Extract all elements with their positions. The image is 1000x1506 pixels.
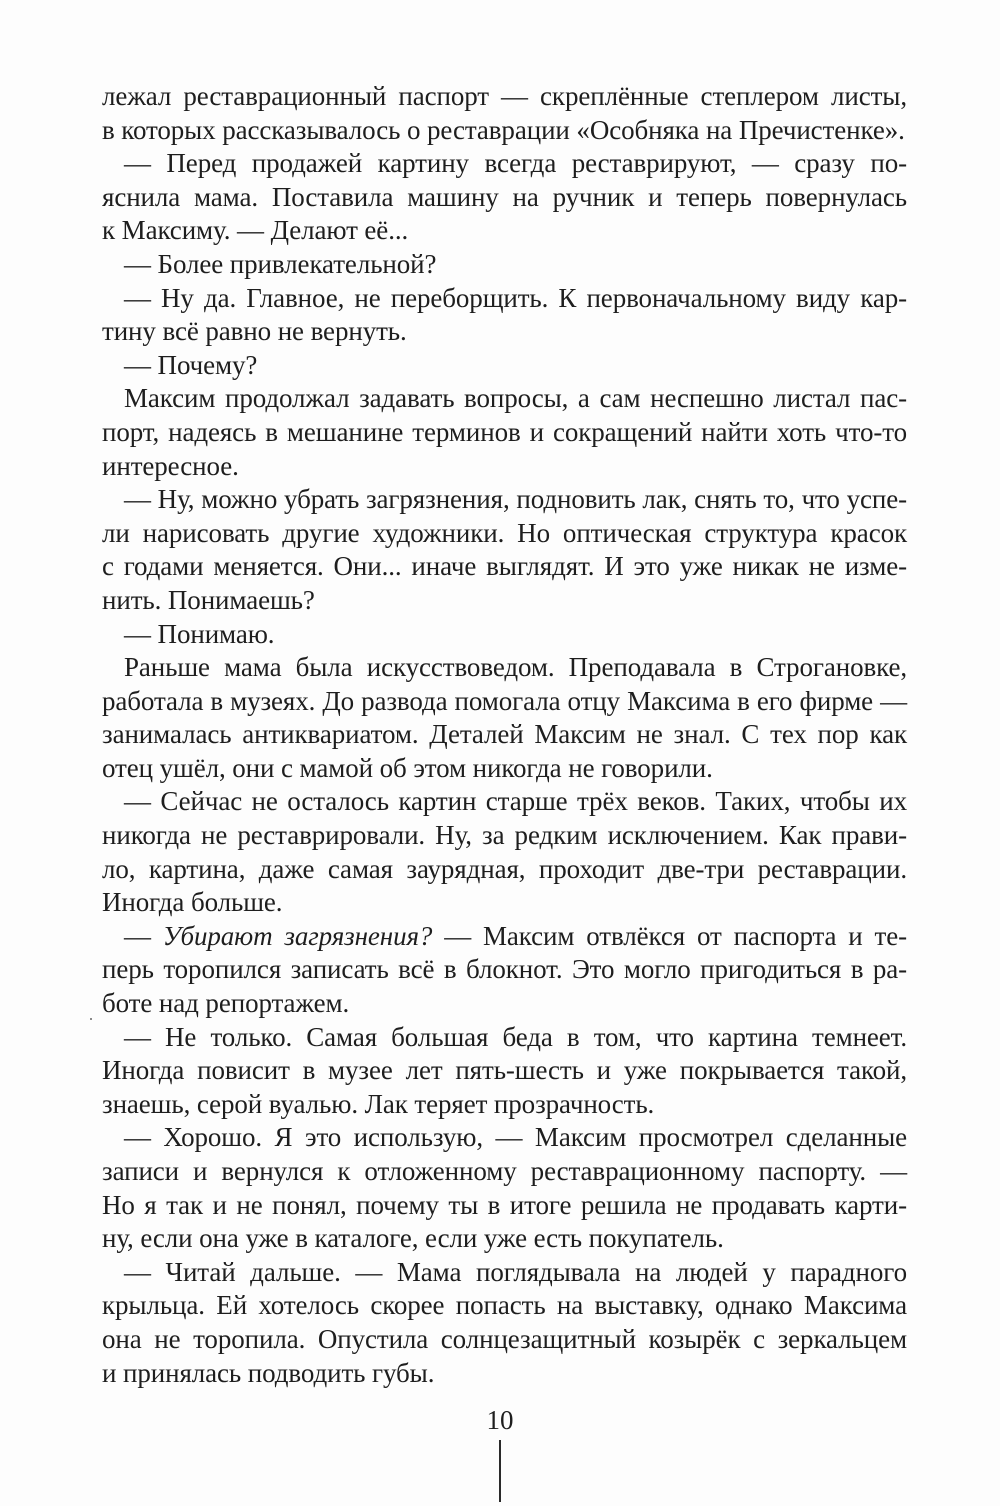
text-line: Раньше мама была искусствоведом. Преподавала в Строгановке, xyxy=(124,652,907,683)
text-line: знаешь, серой вуалью. Лак теряет прозрачность. xyxy=(102,1088,655,1119)
text-line: тину всё равно не вернуть. xyxy=(102,316,407,347)
text-line: — Хорошо. Я это использую, — Максим просмотрел сделанные xyxy=(124,1122,907,1153)
text-line: отец ушёл, они с мамой об этом никогда не говорили. xyxy=(102,752,713,783)
text-line: — Почему? xyxy=(124,349,258,380)
text-line: нить. Понимаешь? xyxy=(102,584,315,615)
text-line: ли нарисовать другие художники. Но оптическая структура красок xyxy=(102,517,907,548)
text-line: крыльца. Ей хотелось скорее попасть на выставку, однако Максима xyxy=(102,1290,907,1321)
text-line: Иногда повисит в музее лет пять-шесть и уже покрывается такой, xyxy=(102,1055,907,1086)
text-line: — Не только. Самая большая беда в том, что картина темнеет. xyxy=(124,1021,907,1052)
text-line: — Ну да. Главное, не переборщить. К первоначальному виду кар- xyxy=(124,282,907,313)
text-line: — Перед продажей картину всегда реставрируют, — сразу по- xyxy=(124,148,907,179)
text-line: ло, картина, даже самая заурядная, проходит две-три реставрации. xyxy=(102,853,907,884)
text-line: — Понимаю. xyxy=(124,618,275,649)
text-line: Максим продолжал задавать вопросы, а сам неспешно листал пас- xyxy=(124,383,907,414)
text-line: — Ну, можно убрать загрязнения, подновить лак, снять то, что успе- xyxy=(124,484,907,515)
text-line: никогда не реставрировали. Ну, за редким исключением. Как прави- xyxy=(102,820,907,851)
text-line: с годами меняется. Они... иначе выглядят. И это уже никак не изме- xyxy=(102,551,907,582)
text-line: в которых рассказывалось о реставрации «Особняка на Пречистенке». xyxy=(102,114,905,145)
page-number-rule xyxy=(499,1440,501,1502)
text-line: работала в музеях. До развода помогала отцу Максима в его фирме — xyxy=(102,685,907,716)
text-line: Но я так и не понял, почему ты в итоге решила не продавать карти- xyxy=(102,1189,907,1220)
print-speck xyxy=(90,1018,92,1020)
page-number: 10 xyxy=(486,1405,514,1435)
text-line: порт, надеясь в мешанине терминов и сокращений найти хоть что-то xyxy=(102,416,907,447)
text-line: перь торопился записать всё в блокнот. Это могло пригодиться в ра- xyxy=(102,954,907,985)
text-line: — Более привлекательной? xyxy=(124,248,437,279)
text-line: записи и вернулся к отложенному реставрационному паспорту. — xyxy=(102,1156,907,1186)
italic-phrase: Убирают загрязнения? xyxy=(162,920,433,951)
text-line: — Сейчас не осталось картин старше трёх веков. Таких, чтобы их xyxy=(124,786,907,817)
text-line: лежал реставрационный паспорт — скреплённые степлером листы, xyxy=(102,81,907,111)
text-line: занималась антиквариатом. Деталей Максим не знал. С тех пор как xyxy=(102,719,907,750)
text-line: и принялась подводить губы. xyxy=(102,1357,435,1388)
text-line: — Читай дальше. — Мама поглядывала на людей у парадного xyxy=(124,1256,907,1287)
body-text xyxy=(102,80,907,1390)
text-line: — Убирают загрязнения? — Максим отвлёкся от паспорта и те- xyxy=(124,920,907,951)
text-line: яснила мама. Поставила машину на ручник и теперь повернулась xyxy=(102,181,907,212)
text-line: интересное. xyxy=(102,450,239,481)
text-line: ну, если она уже в каталоге, если уже есть покупатель. xyxy=(102,1223,724,1254)
text-line: к Максиму. — Делают её... xyxy=(102,215,409,246)
text-line: она не торопила. Опустила солнцезащитный козырёк с зеркальцем xyxy=(102,1323,907,1354)
text-line: боте над репортажем. xyxy=(102,988,350,1019)
text-line: Иногда больше. xyxy=(102,887,283,918)
